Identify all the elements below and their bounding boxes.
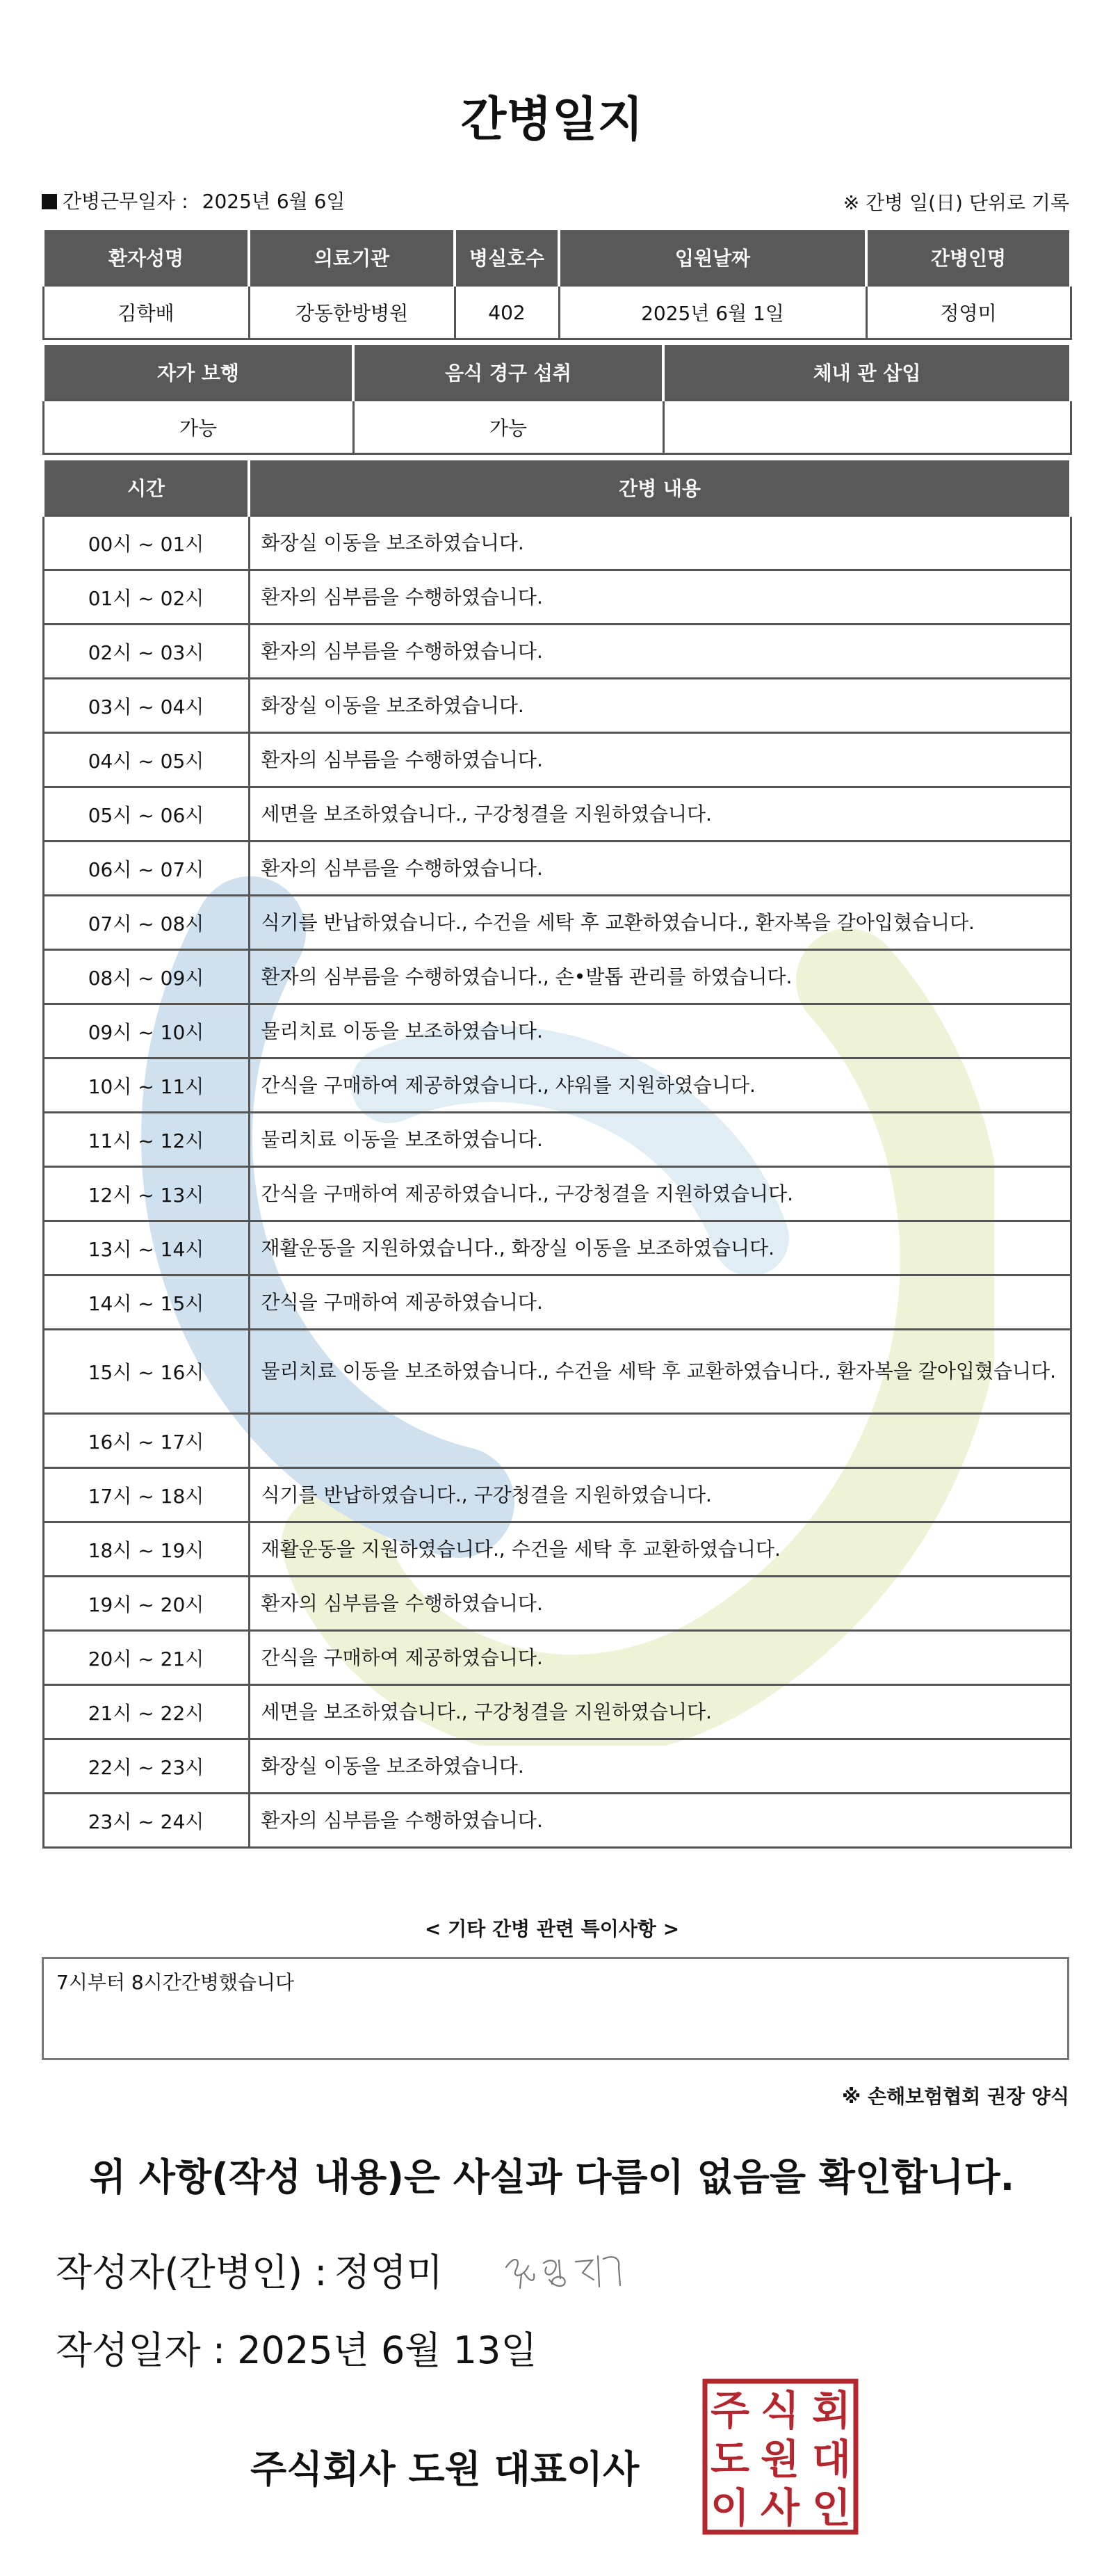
content-cell: 세면을 보조하였습니다., 구강청결을 지원하였습니다. [249,787,1071,842]
content-cell: 환자의 심부름을 수행하였습니다. [249,1577,1071,1631]
table-row [43,733,1071,787]
time-cell: 05시 ~ 06시 [43,787,249,842]
header-patient-name: 환자성명 [43,230,249,286]
header-time: 시간 [43,460,249,516]
header-care-content: 간병 내용 [249,460,1071,516]
table-row [43,1631,1071,1685]
content-cell: 화장실 이동을 보조하였습니다. [249,1739,1071,1794]
confirmation-statement: 위 사항(작성 내용)은 사실과 다름이 없음을 확인합니다. [89,2155,1015,2199]
time-cell: 16시 ~ 17시 [43,1414,249,1468]
table-row [43,625,1071,679]
time-cell: 10시 ~ 11시 [43,1058,249,1113]
table-row [43,1004,1071,1058]
table-row [43,679,1071,733]
time-cell: 06시 ~ 07시 [43,842,249,896]
care-log-table [42,460,1072,1849]
time-cell: 12시 ~ 13시 [43,1167,249,1221]
time-cell: 01시 ~ 02시 [43,570,249,625]
written-date-line [56,2321,537,2374]
table-row [43,787,1071,842]
table-row [43,570,1071,625]
work-date-label: 간병근무일자 : [63,190,188,213]
written-date-value: 2025년 6월 13일 [237,2328,537,2372]
time-cell: 04시 ~ 05시 [43,733,249,787]
content-cell: 환자의 심부름을 수행하였습니다. [249,625,1071,679]
time-cell: 02시 ~ 03시 [43,625,249,679]
time-cell: 23시 ~ 24시 [43,1794,249,1848]
time-cell: 14시 ~ 15시 [43,1275,249,1330]
content-cell: 환자의 심부름을 수행하였습니다. [249,570,1071,625]
content-cell: 간식을 구매하여 제공하였습니다., 구강청결을 지원하였습니다. [249,1167,1071,1221]
tube-status [663,401,1071,454]
square-bullet-icon [42,194,57,209]
content-cell: 화장실 이동을 보조하였습니다. [249,516,1071,570]
content-cell: 재활운동을 지원하였습니다., 수건을 세탁 후 교환하였습니다. [249,1522,1071,1577]
table-row [43,950,1071,1004]
content-cell: 세면을 보조하였습니다., 구강청결을 지원하였습니다. [249,1685,1071,1739]
svg-text:사: 사 [760,2484,800,2531]
time-cell: 15시 ~ 16시 [43,1330,249,1414]
header-oral-intake: 음식 경구 섭취 [353,345,663,401]
company-seal-stamp [702,2378,859,2535]
page-title: 간병일지 [460,92,644,147]
time-cell: 19시 ~ 20시 [43,1577,249,1631]
unit-note: ※ 간병 일(日) 단위로 기록 [843,191,1069,214]
form-note: ※ 손해보험협회 권장 양식 [842,2085,1069,2108]
time-cell: 21시 ~ 22시 [43,1685,249,1739]
table-row [43,1330,1071,1414]
table-row [43,1167,1071,1221]
work-date [42,186,345,214]
header-hospital: 의료기관 [249,230,455,286]
svg-text:도: 도 [710,2436,750,2483]
room-number: 402 [455,286,559,339]
content-cell: 환자의 심부름을 수행하였습니다. [249,733,1071,787]
content-cell: 간식을 구매하여 제공하였습니다. [249,1275,1071,1330]
header-tube: 체내 관 삽입 [663,345,1071,401]
content-cell [249,1414,1071,1468]
header-admission-date: 입원날짜 [559,230,866,286]
header-room: 병실호수 [455,230,559,286]
work-date-value: 2025년 6월 6일 [202,190,346,213]
header-walking: 자가 보행 [43,345,353,401]
time-cell: 08시 ~ 09시 [43,950,249,1004]
content-cell: 재활운동을 지원하였습니다., 화장실 이동을 보조하였습니다. [249,1221,1071,1275]
svg-text:인: 인 [811,2484,852,2531]
content-cell: 물리치료 이동을 보조하였습니다. [249,1113,1071,1167]
oral-intake-status: 가능 [353,401,663,454]
notes-heading: < 기타 간병 관련 특이사항 > [424,1917,680,1940]
time-cell: 22시 ~ 23시 [43,1739,249,1794]
time-cell: 20시 ~ 21시 [43,1631,249,1685]
content-cell: 환자의 심부름을 수행하였습니다., 손•발톱 관리를 하였습니다. [249,950,1071,1004]
patient-status-table [42,345,1072,455]
table-row [43,1221,1071,1275]
table-row [43,1113,1071,1167]
svg-text:대: 대 [811,2436,852,2483]
writer-line [56,2243,443,2296]
admission-date: 2025년 6월 1일 [559,286,866,339]
content-cell: 식기를 반납하였습니다., 구강청결을 지원하였습니다. [249,1468,1071,1522]
writer-label: 작성자(간병인) : [56,2251,327,2294]
content-cell: 식기를 반납하였습니다., 수건을 세탁 후 교환하였습니다., 환자복을 갈아입혔습니다. [249,896,1071,950]
content-cell: 화장실 이동을 보조하였습니다. [249,679,1071,733]
time-cell: 11시 ~ 12시 [43,1113,249,1167]
svg-text:회: 회 [811,2387,852,2434]
time-cell: 18시 ~ 19시 [43,1522,249,1577]
table-row [43,1577,1071,1631]
time-cell: 13시 ~ 14시 [43,1221,249,1275]
content-cell: 물리치료 이동을 보조하였습니다., 수건을 세탁 후 교환하였습니다., 환자복을 갈아입혔습니다. [249,1330,1071,1414]
time-cell: 17시 ~ 18시 [43,1468,249,1522]
company-representative: 주식회사 도원 대표이사 [250,2447,640,2491]
table-row [43,842,1071,896]
table-row [43,1468,1071,1522]
handwritten-signature [501,2246,640,2295]
time-cell: 09시 ~ 10시 [43,1004,249,1058]
content-cell: 환자의 심부름을 수행하였습니다. [249,842,1071,896]
patient-info-table [42,230,1072,340]
svg-text:식: 식 [760,2387,800,2434]
table-row [43,1794,1071,1848]
table-row [43,896,1071,950]
content-cell: 물리치료 이동을 보조하였습니다. [249,1004,1071,1058]
table-row [43,1414,1071,1468]
hospital: 강동한방병원 [249,286,455,339]
time-cell: 00시 ~ 01시 [43,516,249,570]
notes-box: 7시부터 8시간간병했습니다 [42,1957,1069,2060]
table-row [43,1058,1071,1113]
time-cell: 07시 ~ 08시 [43,896,249,950]
written-date-label: 작성일자 : [56,2328,226,2372]
content-cell: 간식을 구매하여 제공하였습니다., 샤워를 지원하였습니다. [249,1058,1071,1113]
writer-name: 정영미 [334,2251,443,2294]
header-caregiver: 간병인명 [866,230,1071,286]
time-cell: 03시 ~ 04시 [43,679,249,733]
svg-text:주: 주 [710,2387,750,2434]
svg-text:원: 원 [760,2436,800,2483]
patient-name: 김학배 [43,286,249,339]
table-row [43,1739,1071,1794]
walking-status: 가능 [43,401,353,454]
table-row [43,1685,1071,1739]
table-row [43,1275,1071,1330]
table-row [43,1522,1071,1577]
content-cell: 환자의 심부름을 수행하였습니다. [249,1794,1071,1848]
caregiver-name: 정영미 [866,286,1071,339]
svg-text:이: 이 [710,2484,750,2531]
table-row [43,516,1071,570]
content-cell: 간식을 구매하여 제공하였습니다. [249,1631,1071,1685]
